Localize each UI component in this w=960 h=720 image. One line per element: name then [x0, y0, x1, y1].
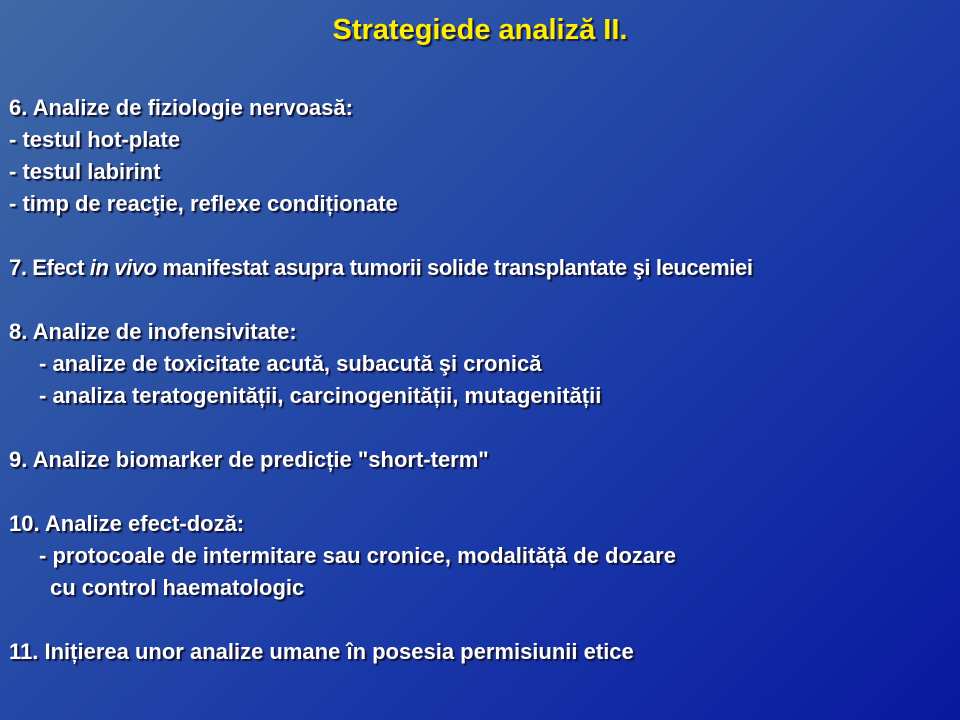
section-9-heading: 9. Analize biomarker de predicție "short-term": [9, 447, 489, 472]
section-8-heading: 8. Analize de inofensivitate:: [9, 319, 297, 344]
spacer: [9, 604, 954, 636]
section-7-prefix: 7. Efect: [9, 255, 90, 280]
section-10-item-2: cu control haematologic: [50, 575, 305, 600]
slide-body: [9, 92, 954, 668]
section-8-item-1: - analize de toxicitate acută, subacută şi cronică: [39, 351, 542, 376]
section-10-item-1: - protocoale de intermitare sau cronice, modalităță de dozare: [39, 543, 676, 568]
spacer: [9, 412, 954, 444]
slide-title: Strategiede analiză II.: [332, 14, 628, 46]
section-7-suffix: manifestat asupra tumorii solide transplantate şi leucemiei: [156, 255, 753, 280]
spacer: [9, 284, 954, 316]
section-8-item-2: - analiza teratogenității, carcinogenității, mutagenității: [39, 383, 602, 408]
spacer: [9, 220, 954, 252]
section-7-italic: in vivo: [89, 255, 157, 280]
section-11-heading: 11. Inițierea unor analize umane în posesia permisiunii etice: [9, 639, 634, 664]
section-6-item-2: - testul labirint: [9, 159, 161, 184]
spacer: [9, 476, 954, 508]
section-7-text: [9, 252, 954, 284]
section-6-item-1: - testul hot-plate: [9, 127, 181, 152]
section-6-item-3: - timp de reacţie, reflexe condiționate: [9, 191, 398, 216]
section-6-heading: 6. Analize de fiziologie nervoasă:: [9, 95, 353, 120]
section-10-heading: 10. Analize efect-doză:: [9, 511, 245, 536]
